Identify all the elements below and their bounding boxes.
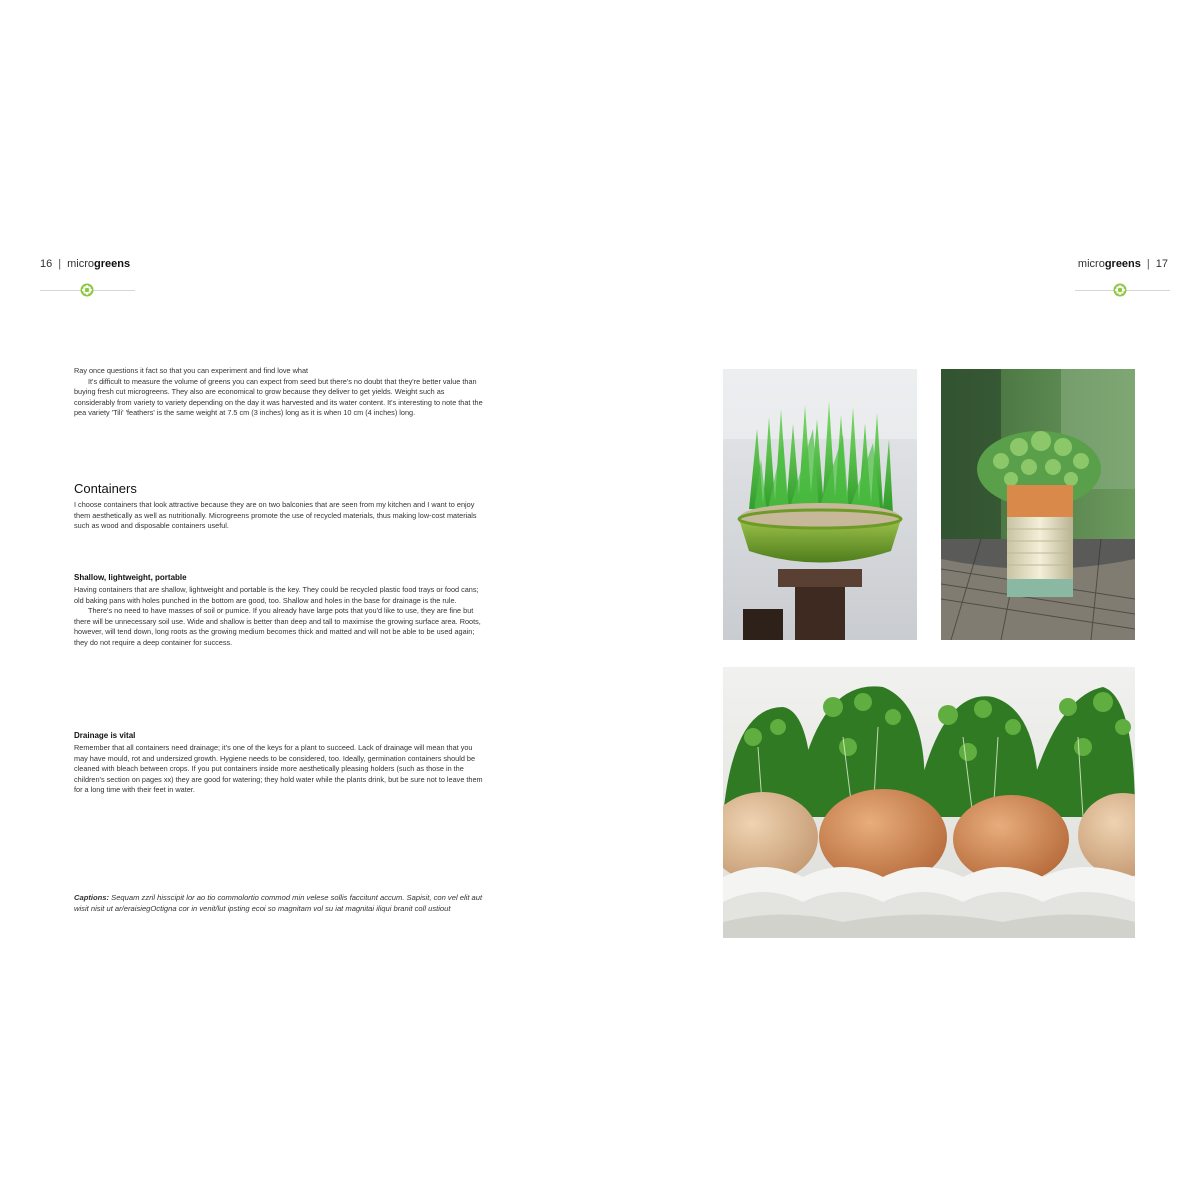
right-header-title-light: micro [1077, 258, 1105, 270]
left-page-header: 16 | microgreens [40, 258, 131, 270]
intro-paragraph-1: Ray once questions it fact so that you can experiment and find love what [74, 366, 309, 375]
left-header-title-bold: greens [94, 258, 131, 270]
intro-text [74, 366, 486, 419]
drainage-paragraph: Remember that all containers need drainage; it's one of the keys for a plant to succeed. Lack of drainage will mean that you may have mould, rot and undersized growth. Hygiene needs to be considered, too. Ideally, germination containers should be cleaned with bleach between crops. If you put containers inside more aesthetically pleasing holders (such as those in the children's section on pages xx) they are good for watering; they hold water while the plants drink, but be sure not to leave them for a long time with their feet in water. [74, 743, 483, 794]
right-page-number: 17 [1155, 258, 1168, 270]
containers-paragraph: I choose containers that look attractive because they are on two balconies that are seen from my kitchen and I want to enjoy them aesthetically as well as nutritionally. Microgreens promote the use of recycled materials, thus making low-cost materials such as wood and disposable containers useful. [74, 500, 477, 530]
left-header-title-light: micro [67, 258, 94, 270]
right-flower-icon [1113, 283, 1127, 297]
shallow-body [74, 585, 486, 648]
containers-heading: Containers [74, 481, 137, 496]
right-header-title-bold: greens [1104, 258, 1141, 270]
caption-text: Sequam zzril hisscipit lor ao tio commolortio commod min velese sollis faccitunt accum. Sapisit, con vel elit aut wisit nisit ut ar/eraisiegOctigna cor in venit/lut ipsting ecoi so magnitam vol su iat magnitai iliqui branit coll ustiout [74, 893, 483, 913]
drainage-heading: Drainage is vital [74, 731, 136, 740]
shallow-paragraph-2: There's no need to have masses of soil or pumice. If you already have large pots that you'd like to use, they are fine but there will be unnecessary soil use. Wide and shallow is better than deep and tall to maximise the growing surface area. Roots, however, will tend down, long roots as the growing medium becomes thick and matted and will not be able to be used again; they do not require a deep container for success. [74, 606, 481, 647]
shallow-paragraph-1: Having containers that are shallow, lightweight and portable is the key. They could be recycled plastic food trays or food cans; old baking pans with holes punched in the bottom are good, too. Shallow and holes in the base for drainage is the rule. [74, 585, 479, 605]
intro-paragraph-2: It's difficult to measure the volume of greens you can expect from seed but there's no doubt that they're better value than buying fresh cut microgreens. They also are economical to grow because they deliver to get yields. Weight such as considerably from variety to variety depending on the day it was harvested and its water content. It's interesting to note that the pea variety 'Tili' 'feathers' is the same weight at 7.5 cm (3 inches) long as it is when 10 cm (4 inches) long. [74, 376, 483, 417]
caption-label: Captions: [74, 893, 110, 902]
tin-can-cress-photo [941, 369, 1135, 640]
photo-caption [74, 892, 486, 914]
containers-body [74, 500, 486, 532]
shallow-heading: Shallow, lightweight, portable [74, 573, 187, 582]
left-flower-icon [80, 283, 94, 297]
left-page-number: 16 [40, 258, 53, 270]
eggshell-cress-photo [723, 667, 1135, 938]
right-page-header: microgreens | 17 [1077, 258, 1168, 270]
drainage-body [74, 743, 486, 796]
wheatgrass-bowl-photo [723, 369, 917, 640]
